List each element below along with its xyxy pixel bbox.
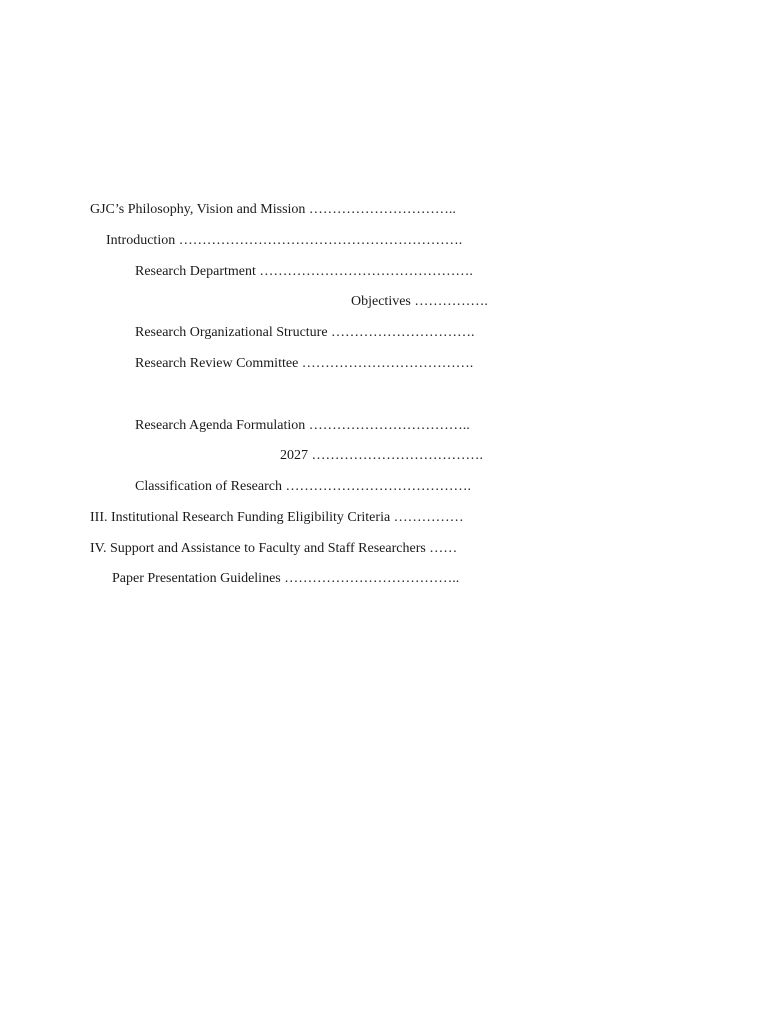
toc-entry-objectives: Objectives ……………. xyxy=(351,294,488,309)
toc-entry-classification-of-research: Classification of Research …………………………………. xyxy=(135,479,471,494)
toc-entry-research-organizational-structure: Research Organizational Structure …………………………. xyxy=(135,325,475,340)
toc-entry-introduction: Introduction ……………………………………………………. xyxy=(106,233,463,248)
toc-entry-philosophy-vision-mission: GJC’s Philosophy, Vision and Mission ………………………….. xyxy=(90,202,456,217)
toc-entry-support-and-assistance: IV. Support and Assistance to Faculty and Staff Researchers …… xyxy=(90,541,458,556)
toc-entry-research-department: Research Department ………………………………………. xyxy=(135,264,473,279)
toc-entry-research-agenda-formulation: Research Agenda Formulation …………………………….. xyxy=(135,418,470,433)
toc-entry-research-review-committee: Research Review Committee ………………………………. xyxy=(135,356,474,371)
toc-entry-2027: 2027 ………………………………. xyxy=(280,448,483,463)
toc-entry-paper-presentation-guidelines: Paper Presentation Guidelines ……………………………….. xyxy=(112,571,460,586)
toc-entry-funding-eligibility-criteria: III. Institutional Research Funding Eligibility Criteria …………… xyxy=(90,510,464,525)
